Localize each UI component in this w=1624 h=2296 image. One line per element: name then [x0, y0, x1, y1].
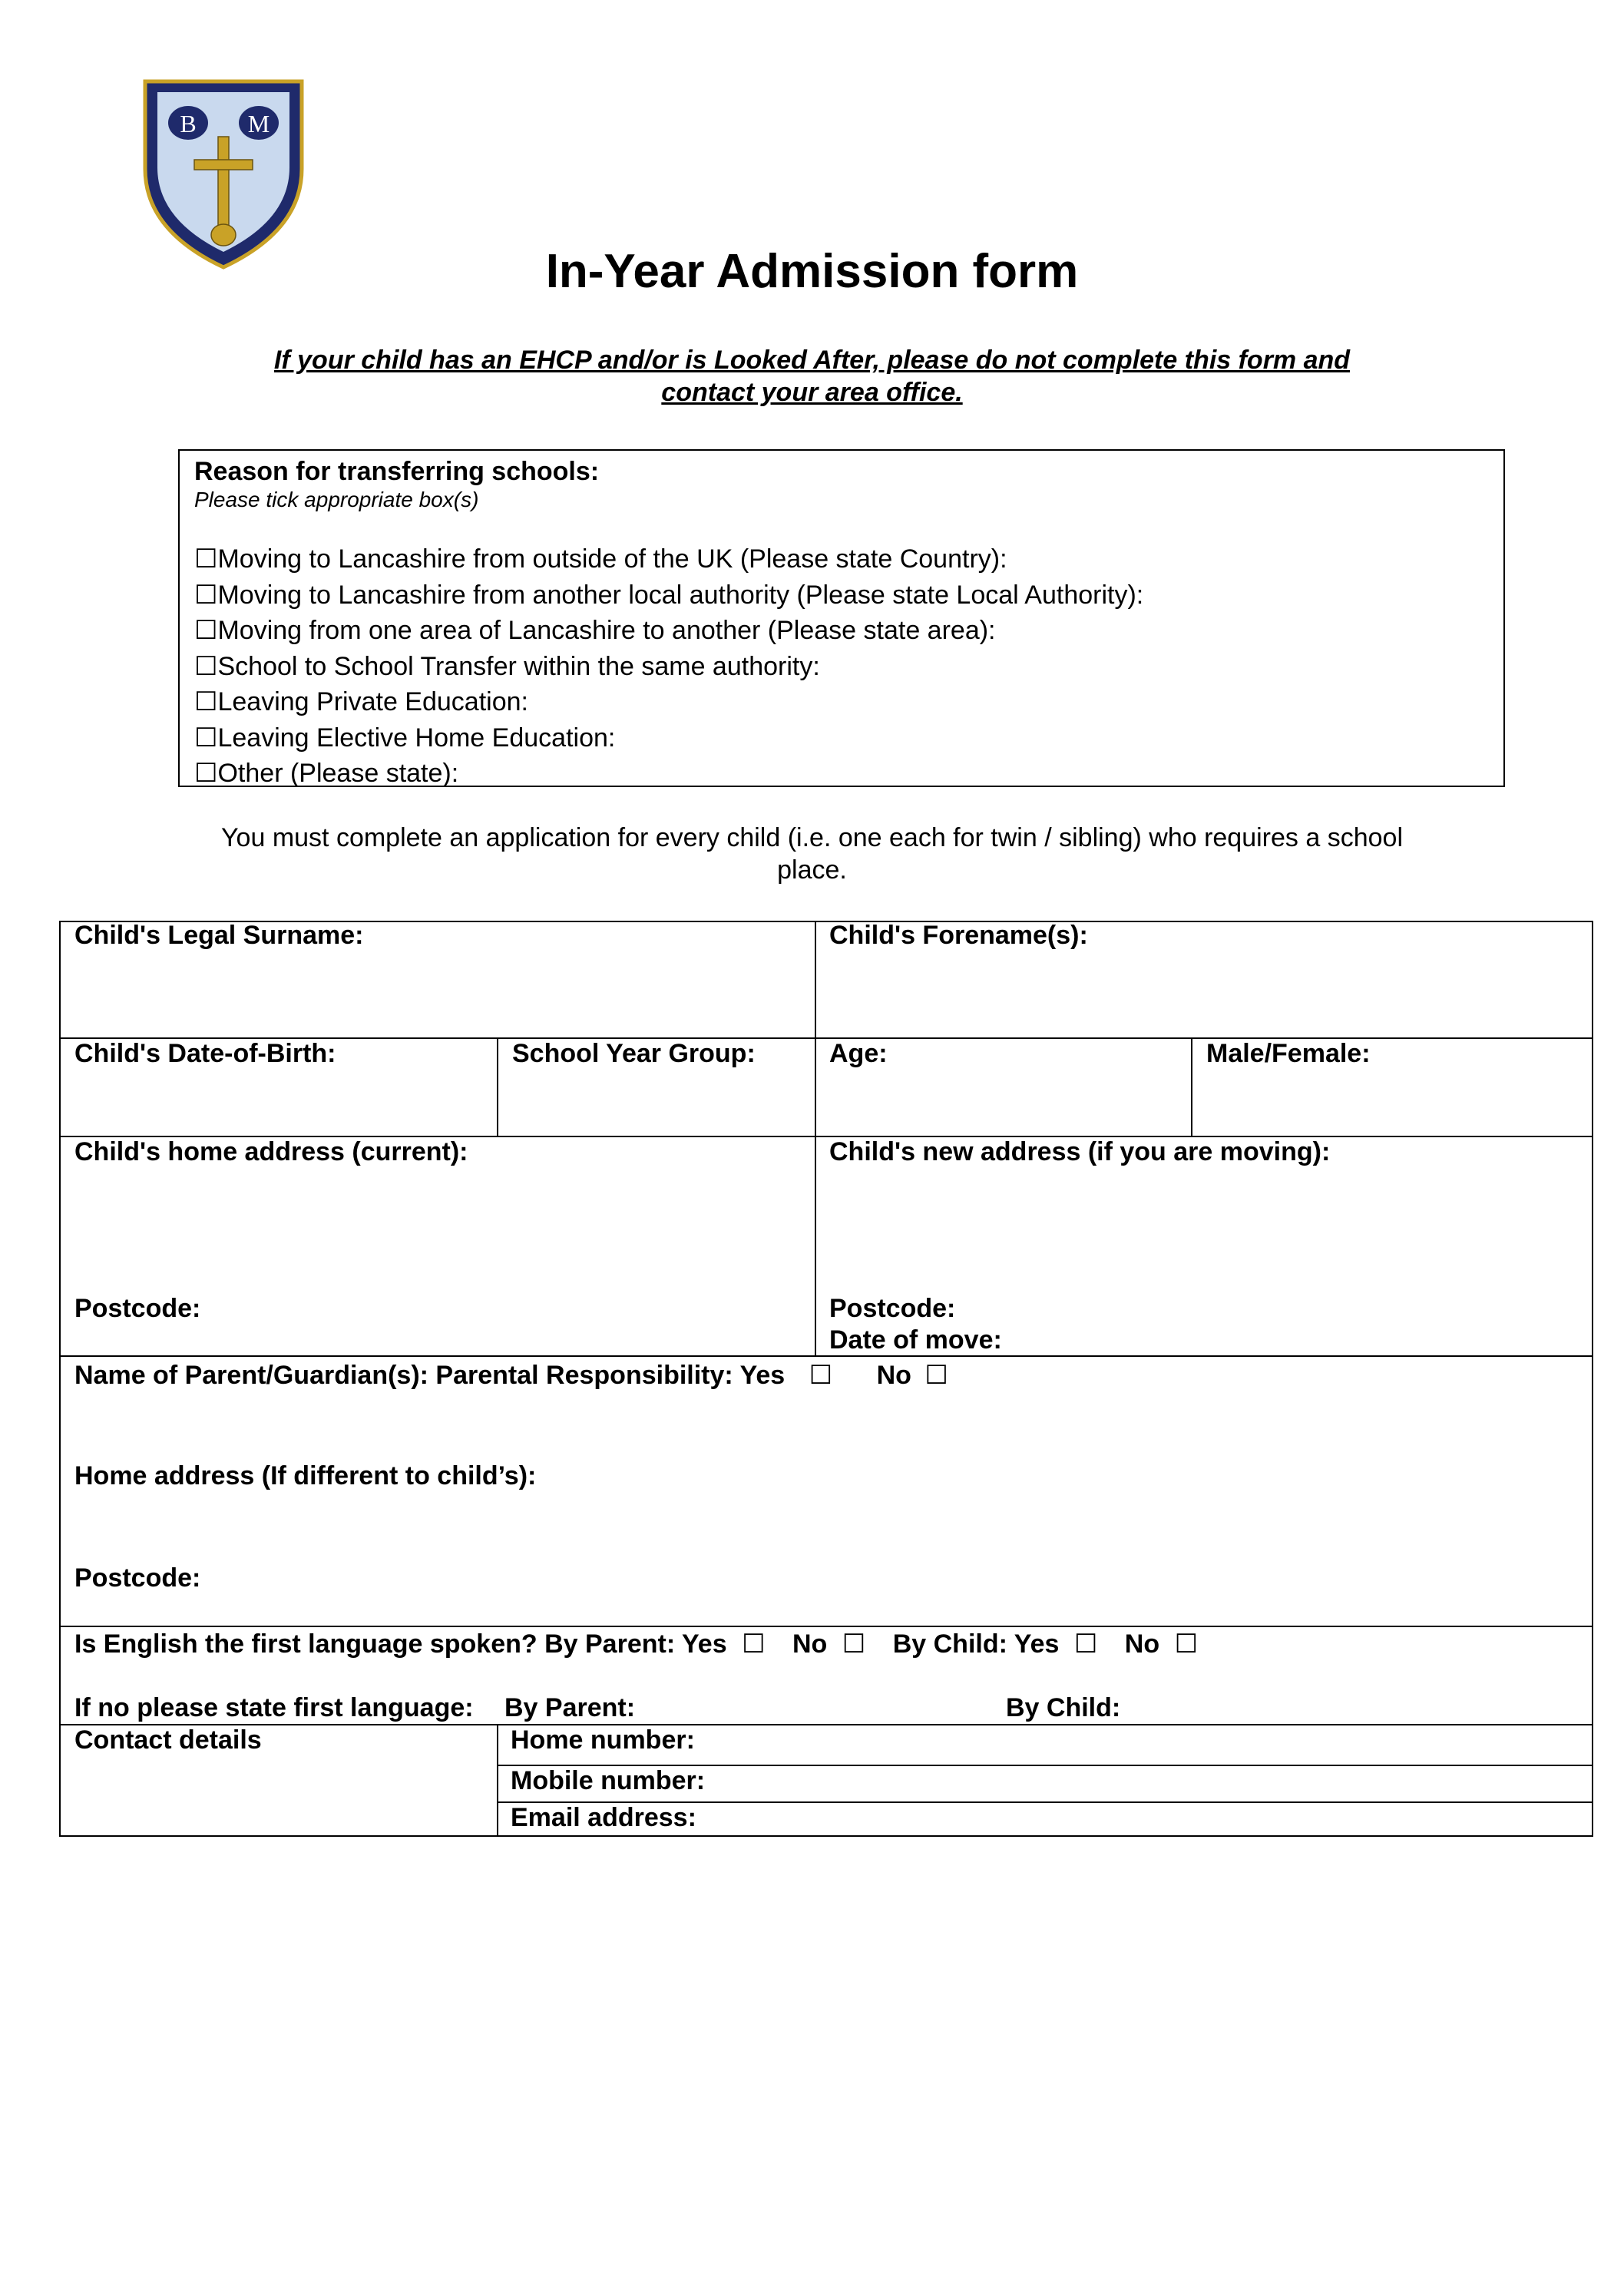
sex-label: Male/Female:: [1206, 1039, 1371, 1068]
surname-label: Child's Legal Surname:: [74, 921, 364, 950]
checkbox-icon[interactable]: ☐: [1174, 1629, 1199, 1659]
checkbox-icon[interactable]: ☐: [194, 687, 218, 716]
reason-option-label: Leaving Private Education:: [217, 687, 528, 716]
checkbox-icon[interactable]: ☐: [1073, 1629, 1098, 1659]
crest-letter-b: B: [180, 110, 197, 137]
parent-no-label: No: [876, 1361, 911, 1390]
page-title: In-Year Admission form: [545, 245, 1079, 298]
checkbox-icon[interactable]: ☐: [194, 759, 218, 788]
first-language-by-parent: By Parent:: [504, 1693, 636, 1722]
checkbox-icon[interactable]: ☐: [809, 1361, 833, 1390]
reason-option-label: Other (Please state):: [217, 759, 459, 788]
checkbox-icon[interactable]: ☐: [194, 616, 218, 645]
date-of-move-label: Date of move:: [829, 1325, 1002, 1355]
reason-option-label: Moving to Lancashire from another local authority (Please state Local Authority):: [217, 580, 1144, 610]
reason-option[interactable]: [194, 756, 1143, 792]
language-child-no: No: [1124, 1629, 1160, 1659]
new-address-label: Child's new address (if you are moving):: [829, 1137, 1331, 1166]
language-parent-no: No: [792, 1629, 828, 1659]
year-group-label: School Year Group:: [512, 1039, 756, 1068]
home-postcode-label: Postcode:: [74, 1294, 201, 1323]
language-question: Is English the first language spoken? By Parent: Yes: [74, 1629, 727, 1659]
reason-option[interactable]: [194, 649, 1143, 685]
age-label: Age:: [829, 1039, 888, 1068]
reason-options: [194, 541, 1143, 792]
table-border: [1592, 921, 1593, 1837]
table-rule: [59, 1724, 1593, 1725]
forenames-label: Child's Forename(s):: [829, 921, 1088, 950]
dob-label: Child's Date-of-Birth:: [74, 1039, 336, 1068]
email-address-label: Email address:: [511, 1803, 696, 1832]
reason-option-label: Moving from one area of Lancashire to another (Please state area):: [217, 616, 996, 645]
table-rule: [497, 1037, 498, 1137]
parent-label: Name of Parent/Guardian(s): Parental Responsibility: Yes: [74, 1361, 786, 1390]
table-rule: [1191, 1037, 1192, 1137]
ehcp-notice: If your child has an EHCP and/or is Looked After, please do not complete this form and contact your area office.: [273, 346, 1351, 407]
checkbox-icon[interactable]: ☐: [742, 1629, 766, 1659]
language-question-row: [74, 1629, 1198, 1659]
crest-letter-m: M: [247, 110, 270, 137]
checkbox-icon[interactable]: ☐: [842, 1629, 866, 1659]
table-rule: [59, 1626, 1593, 1627]
reason-option[interactable]: [194, 613, 1143, 649]
table-rule: [815, 921, 816, 1357]
parent-home-address-label: Home address (If different to child’s):: [74, 1461, 537, 1490]
contact-details-label: Contact details: [74, 1725, 262, 1755]
reason-option[interactable]: [194, 720, 1143, 756]
reason-option-label: Leaving Elective Home Education:: [217, 723, 616, 753]
table-rule: [497, 1724, 498, 1837]
table-rule: [59, 1355, 1593, 1357]
table-border: [59, 921, 61, 1837]
school-crest-logo: [141, 77, 306, 270]
first-language-label: If no please state first language:: [74, 1693, 474, 1722]
checkbox-icon[interactable]: ☐: [194, 651, 218, 681]
reason-hint: Please tick appropriate box(s): [194, 488, 479, 511]
reason-section: [178, 449, 1505, 787]
reason-option[interactable]: [194, 541, 1143, 577]
checkbox-icon[interactable]: ☐: [194, 544, 218, 574]
language-by-child-yes: By Child: Yes: [892, 1629, 1060, 1659]
reason-option-label: Moving to Lancashire from outside of the UK (Please state Country):: [217, 544, 1007, 574]
checkbox-icon[interactable]: ☐: [194, 723, 218, 753]
parent-postcode-label: Postcode:: [74, 1563, 201, 1593]
checkbox-icon[interactable]: ☐: [194, 580, 218, 610]
reason-title: Reason for transferring schools:: [194, 457, 600, 486]
new-postcode-label: Postcode:: [829, 1294, 956, 1323]
parent-responsibility-row: [74, 1360, 948, 1391]
home-number-label: Home number:: [511, 1725, 695, 1755]
application-instruction: You must complete an application for every child (i.e. one each for twin / sibling) who requires a school place.: [221, 823, 1403, 885]
reason-option-label: School to School Transfer within the same authority:: [217, 651, 820, 681]
reason-option[interactable]: [194, 577, 1143, 614]
first-language-by-child: By Child:: [1006, 1693, 1121, 1722]
table-border: [59, 1835, 1593, 1837]
mobile-number-label: Mobile number:: [511, 1766, 706, 1795]
reason-option[interactable]: [194, 684, 1143, 720]
checkbox-icon[interactable]: ☐: [924, 1361, 948, 1390]
home-address-label: Child's home address (current):: [74, 1137, 468, 1166]
